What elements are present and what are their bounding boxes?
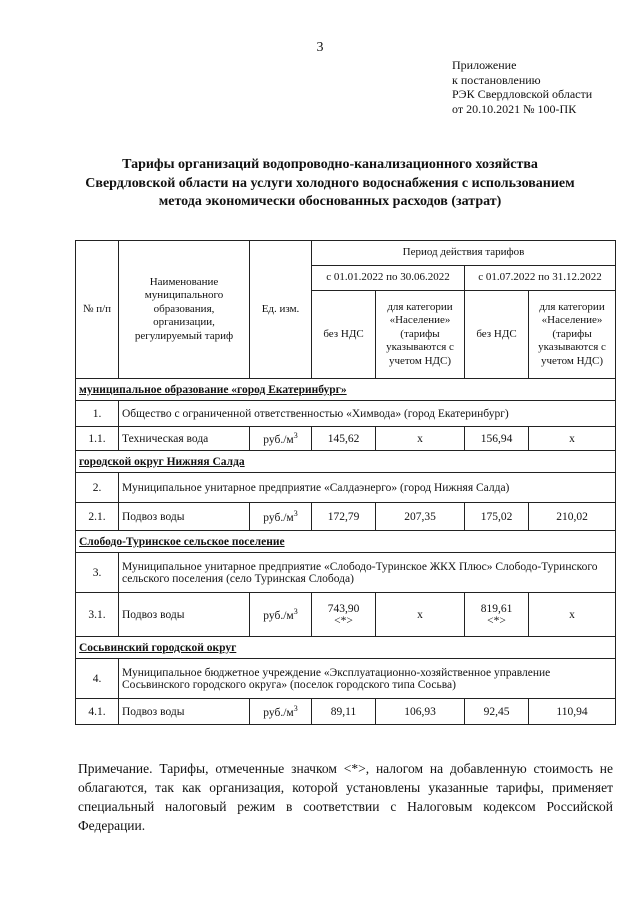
header-unit: Ед. изм.	[250, 241, 312, 379]
table-row	[76, 427, 616, 451]
note-paragraph: Примечание. Тарифы, отмеченные значком <*>, налогом на добавленную стоимость не облагаются, так как организация, которой установлены указанные тарифы, применяет специальный налоговый режим в соответствии с Налоговым кодексом Российской Федерации.	[78, 761, 613, 833]
unit-sup: 3	[293, 509, 298, 519]
title-line: метода экономически обоснованных расходов (затрат)	[158, 194, 502, 209]
appendix-line: к постановлению	[452, 72, 541, 87]
header-period-1: с 01.01.2022 по 30.06.2022	[312, 266, 465, 291]
section-title: городской округ Нижняя Салда	[76, 451, 616, 473]
org-name: Муниципальное унитарное предприятие «Слободо-Туринское ЖКХ Плюс» Слободо-Туринского сельского поселения (село Туринская Слобода)	[119, 553, 616, 593]
value-no-vat-2	[465, 427, 529, 451]
tariff-unit	[250, 699, 312, 725]
value-no-vat-2	[465, 503, 529, 531]
value-no-vat-1	[312, 593, 376, 637]
header-population-2: для категории «Население» (тарифы указываются с учетом НДС)	[529, 291, 616, 379]
section-title: Слободо-Туринское сельское поселение	[76, 531, 616, 553]
tariff-name: Подвоз воды	[119, 503, 250, 531]
org-name: Муниципальное бюджетное учреждение «Эксплуатационно-хозяйственное управление Сосьвинского городского округа» (поселок городского типа Сосьва)	[119, 659, 616, 699]
table-row	[76, 593, 616, 637]
appendix-line: Приложение	[452, 58, 517, 72]
unit-text: руб./м	[263, 511, 294, 524]
appendix-line: РЭК Свердловской области	[452, 87, 593, 101]
value: 743,90	[327, 602, 360, 615]
unit-text: руб./м	[263, 433, 294, 446]
title-line: Тарифы организаций водопроводно-канализационного хозяйства	[122, 157, 538, 172]
unit-sup: 3	[293, 607, 298, 617]
tariff-unit	[250, 427, 312, 451]
org-num: 3.	[76, 553, 119, 593]
value: 89,11	[330, 705, 357, 718]
tariff-num: 4.1.	[76, 699, 119, 725]
appendix-header	[452, 58, 592, 116]
header-num: № п/п	[76, 241, 119, 379]
header-population-1: для категории «Население» (тарифы указываются с учетом НДС)	[376, 291, 465, 379]
document-title	[60, 156, 600, 212]
org-num: 4.	[76, 659, 119, 699]
value: 156,94	[480, 432, 513, 445]
header-period: Период действия тарифов	[312, 241, 616, 266]
value-population-2: 210,02	[529, 503, 616, 531]
org-num: 1.	[76, 401, 119, 427]
unit-text: руб./м	[263, 609, 294, 622]
table-row	[76, 503, 616, 531]
value: 145,62	[327, 432, 360, 445]
tariff-num: 1.1.	[76, 427, 119, 451]
value-population-1: 106,93	[376, 699, 465, 725]
org-name: Муниципальное унитарное предприятие «Салдаэнерго» (город Нижняя Салда)	[119, 473, 616, 503]
header-name: Наименование муниципального образования, организации, регулируемый тариф	[119, 241, 250, 379]
value: 175,02	[480, 510, 513, 523]
table-row	[76, 699, 616, 725]
section-title: муниципальное образование «город Екатеринбург»	[76, 379, 616, 401]
unit-text: руб./м	[263, 706, 294, 719]
tariff-unit	[250, 593, 312, 637]
tariff-num: 2.1.	[76, 503, 119, 531]
tariff-name: Подвоз воды	[119, 593, 250, 637]
header-no-vat-1: без НДС	[312, 291, 376, 379]
value: 172,79	[327, 510, 360, 523]
value-no-vat-1	[312, 699, 376, 725]
org-num: 2.	[76, 473, 119, 503]
tariffs-table	[75, 240, 616, 725]
value-no-vat-2	[465, 699, 529, 725]
value-note: <*>	[334, 614, 353, 627]
unit-sup: 3	[293, 431, 298, 441]
value-population-1: 207,35	[376, 503, 465, 531]
value-no-vat-1	[312, 427, 376, 451]
tariff-name: Подвоз воды	[119, 699, 250, 725]
value-population-2: x	[529, 593, 616, 637]
value-population-1: x	[376, 427, 465, 451]
page-number: 3	[316, 40, 324, 55]
value-no-vat-1	[312, 503, 376, 531]
value-no-vat-2	[465, 593, 529, 637]
org-name: Общество с ограниченной ответственностью «Химвода» (город Екатеринбург)	[119, 401, 616, 427]
section-title: Сосьвинский городской округ	[76, 637, 616, 659]
value-population-2: 110,94	[529, 699, 616, 725]
title-line: Свердловской области на услуги холодного водоснабжения с использованием	[85, 175, 575, 191]
tariff-name: Техническая вода	[119, 427, 250, 451]
header-no-vat-2: без НДС	[465, 291, 529, 379]
unit-sup: 3	[293, 704, 298, 714]
value-population-1: x	[376, 593, 465, 637]
value: 819,61	[480, 602, 513, 615]
appendix-line: от 20.10.2021 № 100-ПК	[452, 101, 577, 116]
value-note: <*>	[487, 614, 506, 627]
tariff-unit	[250, 503, 312, 531]
value-population-2: x	[529, 427, 616, 451]
header-period-2: с 01.07.2022 по 31.12.2022	[465, 266, 616, 291]
tariff-num: 3.1.	[76, 593, 119, 637]
value: 92,45	[483, 705, 510, 718]
